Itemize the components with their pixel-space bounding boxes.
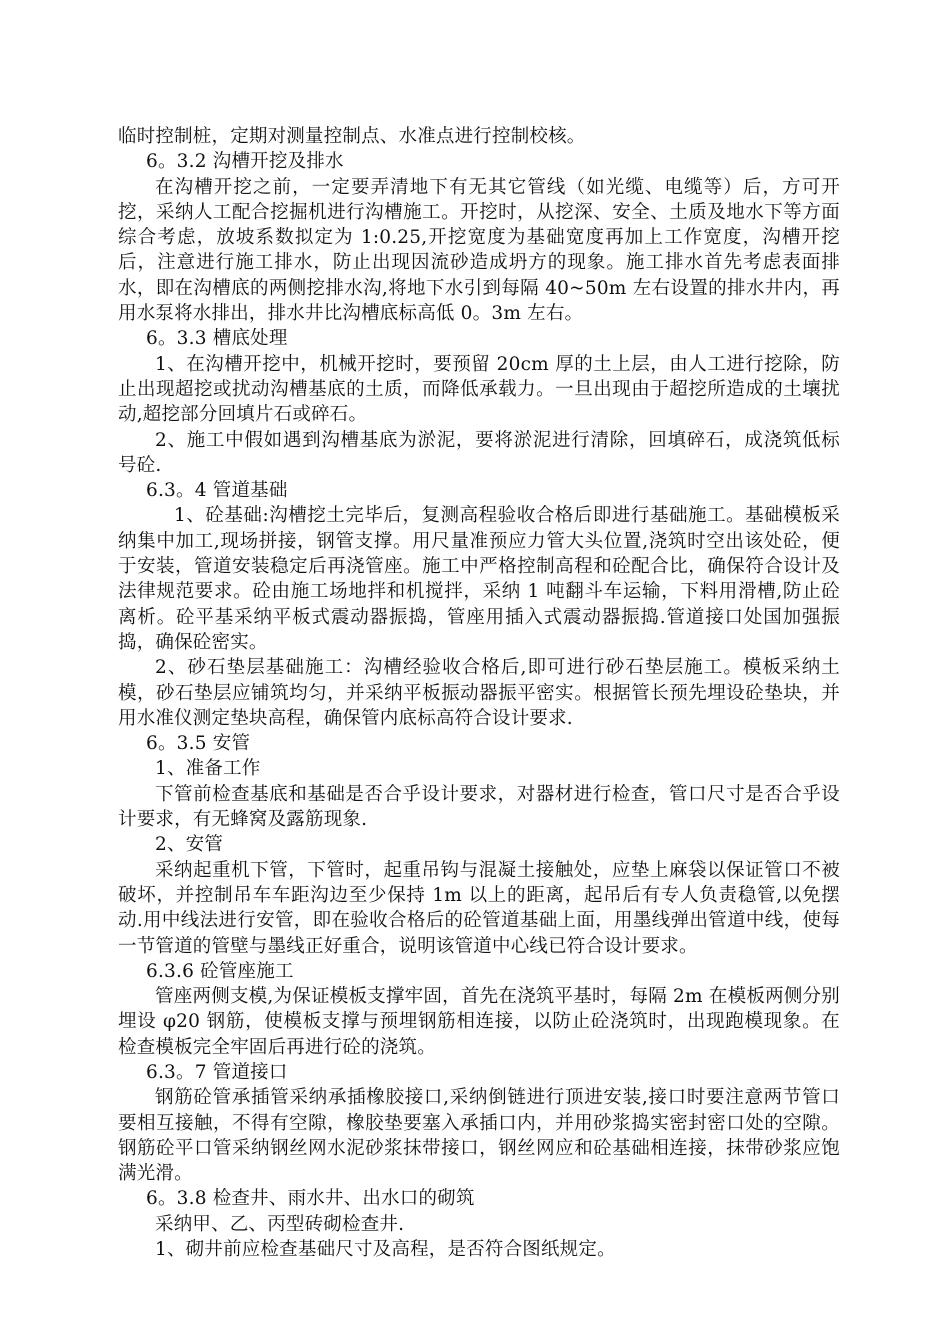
paragraph: 1、砼基础:沟槽挖土完毕后，复测高程验收合格后即进行基础施工。基础模板采纳集中加工,现场拼接，钢管支撑。用尺量准预应力管大头位置,浇筑时空出该处砼，便于安装，管道安装稳定后再浇管座。施工中严格控制高程和砼配合比，确保符合设计及法律规范要求。砼由施工场地拌和机搅拌，采纳 1 吨翻斗车运输，下料用滑槽,防止砼离析。砼平基采纳平板式震动器振捣，管座用插入式震动器振捣.管道接口处国加强振捣，确保砼密实。: [118, 505, 840, 653]
paragraph: 1、在沟槽开挖中，机械开挖时，要预留 20cm 厚的土上层，由人工进行挖除，防止出现超挖或扰动沟槽基底的土质，而降低承载力。一旦出现由于超挖所造成的土壤扰动,超挖部分回填片石或碎石。: [118, 353, 840, 426]
paragraph: 下管前检查基底和基础是否合乎设计要求，对器材进行检查，管口尺寸是否合乎设计要求，有无蜂窝及露筋现象.: [118, 783, 840, 831]
paragraph: 管座两侧支模,为保证模板支撑牢固，首先在浇筑平基时，每隔 2m 在模板两侧分别埋设 φ20 钢筋，使模板支撑与预埋钢筋相连接，以防止砼浇筑时，出现跑模现象。在检查模板完全牢固后再进行砼的浇筑。: [118, 986, 840, 1058]
paragraph: 在沟槽开挖之前，一定要弄清地下有无其它管线（如光缆、电缆等）后，方可开挖，采纳人工配合挖掘机进行沟槽施工。开挖时，从挖深、安全、土质及地水下等方面综合考虑，放坡系数拟定为 1:0.25,开挖宽度为基础宽度再加上工作宽度，沟槽开挖后，注意进行施工排水，防止出现因流砂造成坍方的现象。施工排水首先考虑表面排水，即在沟槽底的两侧挖排水沟,将地下水引到每隔 40~50m 左右设置的排水井内，再用水泵将水排出，排水井比沟槽底标高低 0。3m 左右。: [118, 176, 840, 325]
section-heading: 6。3.8 检查井、雨水井、出水口的砌筑: [146, 1188, 475, 1210]
section-heading: 6。3.2 沟槽开挖及排水: [146, 151, 344, 173]
sub-heading: 2、安管: [155, 834, 224, 856]
section-heading: 6.3。7 管道接口: [146, 1061, 288, 1083]
paragraph: 采纳起重机下管，下管时，起重吊钩与混凝土接触处，应垫上麻袋以保证管口不被破坏，并控制吊车车距沟边至少保持 1m 以上的距离，起吊后有专人负责稳管,以免摆动.用中线法进行安管，即在验收合格后的砼管道基础上面，用墨线弹出管道中线，使每一节管道的管壁与墨线正好重合，说明该管道中心线已符合设计要求。: [118, 859, 840, 957]
paragraph: 采纳甲、乙、丙型砖砌检查井.: [155, 1213, 405, 1235]
sub-heading: 1、准备工作: [155, 758, 261, 780]
paragraph: 钢筋砼管承插管采纳承插橡胶接口,采纳倒链进行顶进安装,接口时要注意两节管口要相互接触，不得有空隙，橡胶垫要塞入承插口内，并用砂浆捣实密封密口处的空隙。钢筋砼平口管采纳钢丝网水泥砂浆抹带接口，钢丝网应和砼基础相连接，抹带砂浆应饱满光滑。: [118, 1087, 840, 1185]
section-heading: 6.3.6 砼管座施工: [146, 960, 294, 982]
paragraph: 2、施工中假如遇到沟槽基底为淤泥，要将淤泥进行清除，回填碎石，成浇筑低标号砼.: [118, 429, 840, 476]
section-heading: 6。3.3 槽底处理: [146, 328, 288, 350]
paragraph: 2、砂石垫层基础施工：沟槽经验收合格后,即可进行砂石垫层施工。模板采纳土模，砂石垫层应铺筑均匀，并采纳平板振动器振平密实。根据管长预先埋设砼垫块，并用水准仪测定垫块高程，确保管内底标高符合设计要求.: [118, 657, 840, 729]
section-heading: 6。3.5 安管: [146, 733, 251, 755]
section-heading: 6.3。4 管道基础: [146, 480, 288, 502]
paragraph: 临时控制桩，定期对测量控制点、水准点进行控制校核。: [118, 126, 586, 147]
document-body: [118, 124, 840, 1262]
paragraph: 1、砌井前应检查基础尺寸及高程，是否符合图纸规定。: [155, 1239, 616, 1261]
